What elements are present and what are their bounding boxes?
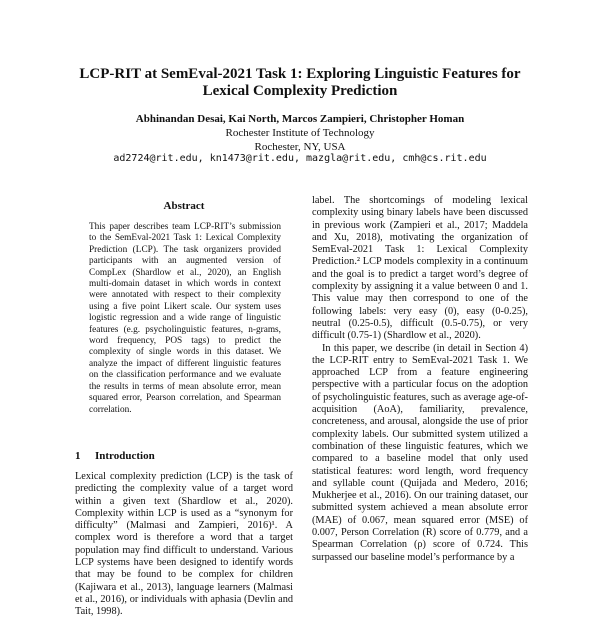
author-emails: ad2724@rit.edu, kn1473@rit.edu, mazgla@rit.edu, cmh@cs.rit.edu [113,153,487,164]
author-block [0,112,600,154]
right-paragraph-1: label. The shortcomings of modeling lexical complexity using binary labels have been discussed in previous work (Zampieri et al., 2017; Maddela and Xu, 2018), motivating the organization of SemEval-2021 Task 1: Lexical Complexity Prediction.² LCP models complexity in a continuum and the goal is to predict a target word’s degree of complexity by assigning it a value between 0 and 1. This value may then correspond to one of the following labels: very easy (0), easy (0-0.25), neutral (0.25-0.5), difficult (0.5-0.75), or very difficult (0.75-1) (Shardlow et al., 2020). [312,195,528,342]
section-title: Introduction [95,450,155,462]
section-number: 1 [75,450,81,462]
location: Rochester, NY, USA [254,141,346,153]
affiliation: Rochester Institute of Technology [225,127,375,139]
paper-title [0,66,600,100]
right-column [312,195,528,564]
introduction-text: Lexical complexity prediction (LCP) is the task of predicting the complexity value of a target word within a given text (Shardlow et al., 2020). Complexity within LCP is used as a “synonym for difficulty” (Malmasi and Zampieri, 2016)¹. A complex word is therefore a word that a target population may find difficult to understand. Various LCP systems have been designed to identify words that may be found to be complex for children (Kajiwara et al., 2013), language learners (Malmasi et al., 2016), or individuals with aphasia (Devlin and Tait, 1998). [75,471,293,618]
paper-title-line-1: LCP-RIT at SemEval-2021 Task 1: Exploring Linguistic Features for [79,66,521,82]
abstract-text: This paper describes team LCP-RIT’s submission to the SemEval-2021 Task 1: Lexical Complexity Prediction (LCP). The task organizers provided participants with an augmented version of CompLex (Shardlow et al., 2020), an English multi-domain dataset in which words in context were annotated with respect to their complexity using a five point Likert scale. Our system uses logistic regression and a wide range of linguistic features (e.g. psycholinguistic features, n-grams, word frequency, POS tags) to predict the complexity of single words in this dataset. We analyze the impact of different linguistic features on the classification performance and we evaluate the results in terms of mean absolute error, mean squared error, Pearson correlation, and Spearman correlation. [89,222,281,415]
abstract-heading: Abstract [163,200,205,212]
section-heading [75,450,293,463]
paper-title-line-2: Lexical Complexity Prediction [202,83,398,99]
author-names: Abhinandan Desai, Kai North, Marcos Zampieri, Christopher Homan [135,113,465,125]
right-paragraph-2: In this paper, we describe (in detail in Section 4) the LCP-RIT entry to SemEval-2021 Task 1. We approached LCP from a feature engineering perspective with a particular focus on the adoption of psycholinguistic features, such as average age-of-acquisition (AoA), familiarity, prevalence, concreteness, and arousal, alongside the use of prior complexity labels. Our submitted system utilized a combination of these linguistic features, which we compared to a baseline model that only used statistical features: word length, word frequency and syllable count (Quijada and Medero, 2016; Mukherjee et al., 2016). On our training dataset, our submitted system achieved a mean absolute error (MAE) of 0.067, mean squared error (MSE) of 0.007, Person Correlation (R) score of 0.779, and a Spearman Correlation (ρ) score of 0.724. This surpassed our baseline model’s performance by a [312,342,528,563]
